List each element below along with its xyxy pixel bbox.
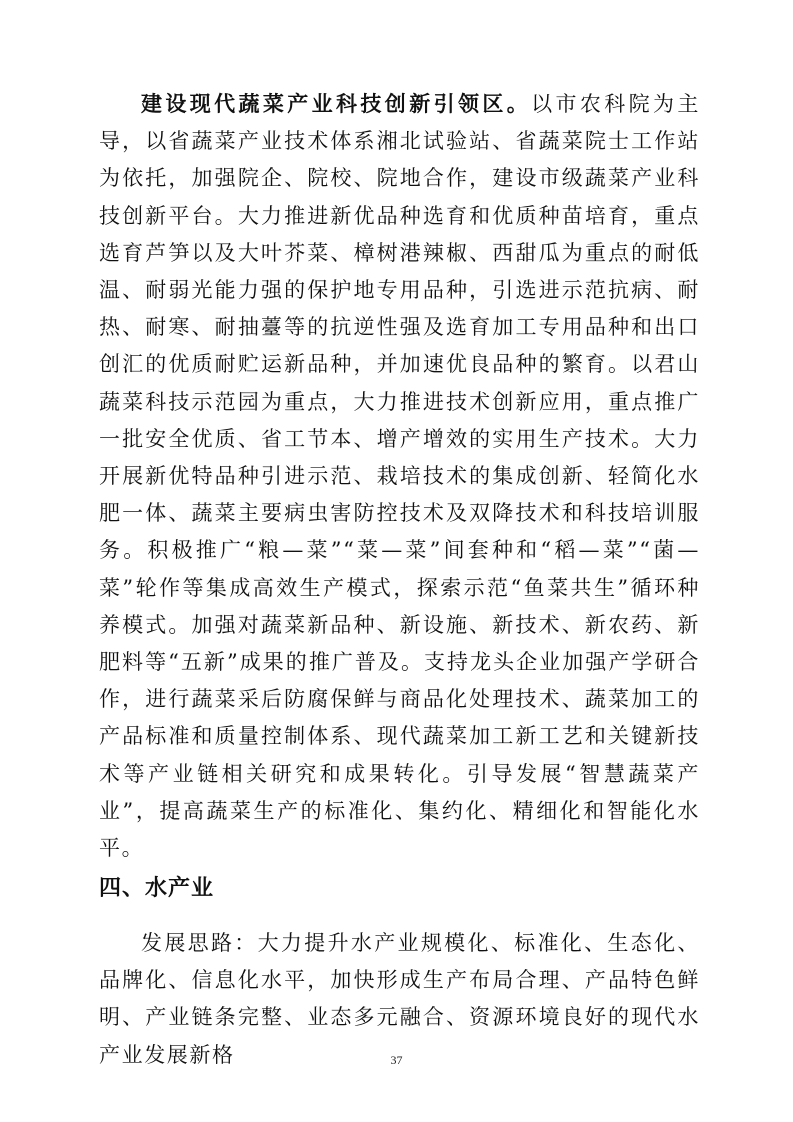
page-number: 37 <box>390 1053 403 1067</box>
section-paragraph: 发展思路：大力提升水产业规模化、标准化、生态化、品牌化、信息化水平，加快形成生产布局合理、产品特色鲜明、产业链条完整、业态多元融合、资源环境良好的现代水产业发展新格 <box>99 931 700 1067</box>
paragraph-lead-heading: 建设现代蔬菜产业科技创新引领区。 <box>141 91 532 116</box>
body-paragraph <box>99 85 700 867</box>
paragraph-body-text: 以市农科院为主导，以省蔬菜产业技术体系湘北试验站、省蔬菜院士工作站为依托，加强院企、院校、院地合作，建设市级蔬菜产业科技创新平台。大力推进新优品种选育和优质种苗培育，重点选育芦笋以及大叶芥菜、樟树港辣椒、西甜瓜为重点的耐低温、耐弱光能力强的保护地专用品种，引选进示范抗病、耐热、耐寒、耐抽薹等的抗逆性强及选育加工专用品种和出口创汇的优质耐贮运新品种，并加速优良品种的繁育。以君山蔬菜科技示范园为重点，大力推进技术创新应用，重点推广一批安全优质、省工节本、增产增效的实用生产技术。大力开展新优特品种引进示范、栽培技术的集成创新、轻简化水肥一体、蔬菜主要病虫害防控技术及双降技术和科技培训服务。积极推广“粮—菜”“菜—菜”间套种和“稻—菜”“菌—菜”轮作等集成高效生产模式，探索示范“鱼菜共生”循环种养模式。加强对蔬菜新品种、新设施、新技术、新农药、新肥料等“五新”成果的推广普及。支持龙头企业加强产学研合作，进行蔬菜采后防腐保鲜与商品化处理技术、蔬菜加工的产品标准和质量控制体系、现代蔬菜加工新工艺和关键新技术等产业链相关研究和成果转化。引导发展“智慧蔬菜产业”，提高蔬菜生产的标准化、集约化、精细化和智能化水平。 <box>99 92 700 861</box>
section-heading: 四、水产业 <box>99 876 215 901</box>
